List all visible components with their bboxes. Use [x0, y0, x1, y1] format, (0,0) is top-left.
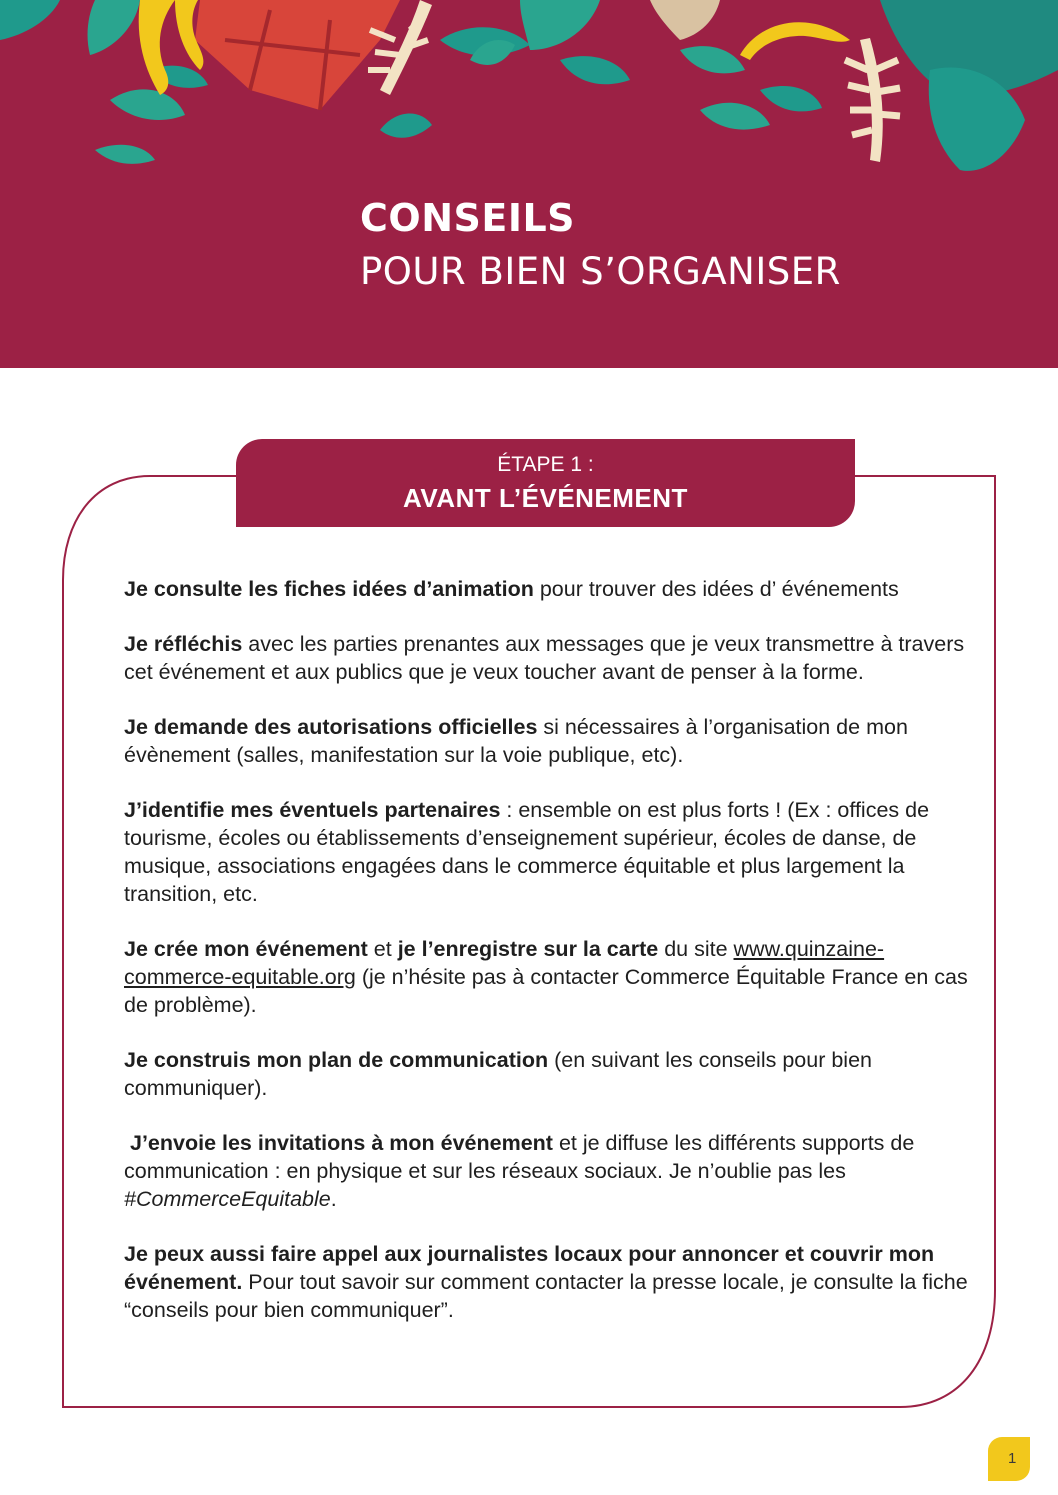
- header-banner: [0, 0, 1058, 368]
- leaf-shape: [760, 86, 822, 111]
- page-number: 1: [1008, 1450, 1017, 1467]
- list-item: Je consulte les fiches idées d’animation pour trouver des idées d’ événements: [124, 577, 899, 601]
- list-item: Je construis mon plan de communication (en suivant les conseils pour bien communiquer).: [124, 1048, 872, 1100]
- list-item: J’envoie les invitations à mon événement et je diffuse les différents supports de communication : en physique et sur les réseaux sociaux. Je n’oublie pas les #CommerceEquitable.: [124, 1131, 915, 1211]
- leaf-shape: [700, 103, 770, 130]
- foliage-illustration: [0, 0, 1058, 190]
- page-title: CONSEILS: [360, 196, 576, 240]
- leaf-shape: [88, 0, 140, 55]
- leaf-shape: [380, 114, 432, 138]
- step-label: ÉTAPE 1 :: [497, 453, 594, 476]
- step-header: [236, 439, 855, 527]
- leaf-shape: [0, 0, 60, 40]
- hashtag: #CommerceEquitable: [124, 1187, 331, 1211]
- leaf-shape: [520, 0, 600, 50]
- tips-list: [124, 575, 970, 1351]
- page-subtitle: POUR BIEN S’ORGANISER: [360, 250, 841, 293]
- list-item: J’identifie mes éventuels partenaires : ensemble on est plus forts ! (Ex : offices de tourisme, écoles ou établissements d’enseignement supérieur, écoles de danse, de musique, associations engagées dans le commerce équitable et plus largement la transition, etc.: [124, 798, 930, 906]
- list-item: Je crée mon événement et je l’enregistre sur la carte du site www.quinzaine-commerce-equitable.org (je n’hésite pas à contacter Commerce Équitable France en cas de problème).: [124, 937, 968, 1017]
- leaf-shape: [560, 56, 630, 84]
- website-link[interactable]: www.quinzaine-commerce-equitable.org: [124, 937, 885, 989]
- list-item: Je peux aussi faire appel aux journalistes locaux pour annoncer et couvrir mon événement. Pour tout savoir sur comment contacter la presse locale, je consulte la fiche “conseils pour bien communiquer”.: [124, 1242, 968, 1322]
- leaf-shape: [95, 145, 155, 164]
- chocolate-shape: [195, 0, 400, 110]
- list-item: Je demande des autorisations officielles si nécessaires à l’organisation de mon évènement (salles, manifestation sur la voie publique, etc).: [124, 715, 908, 767]
- leaf-shape: [110, 89, 185, 120]
- banana-shape: [740, 22, 850, 60]
- list-item: Je réfléchis avec les parties prenantes aux messages que je veux transmettre à travers cet événement et aux publics que je veux toucher avant de penser à la forme.: [124, 632, 965, 684]
- leaf-shape: [650, 0, 720, 40]
- fern-shape: [860, 38, 883, 162]
- leaf-shape: [680, 46, 745, 73]
- step-title: AVANT L’ÉVÉNEMENT: [403, 483, 688, 513]
